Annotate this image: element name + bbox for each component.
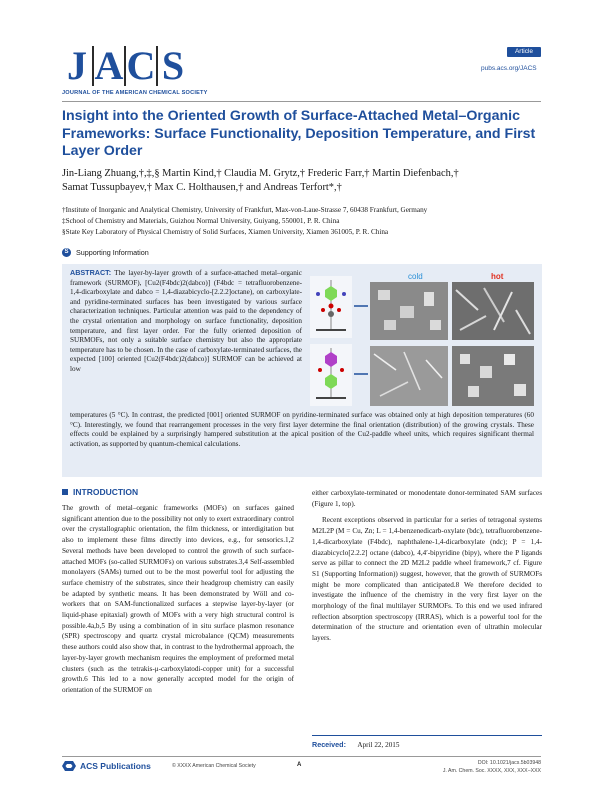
- intro-paragraph: either carboxylate-terminated or monodentate donor-terminated SAM surfaces (Figure 1, top).: [312, 489, 542, 508]
- logo-letter: S: [161, 43, 185, 88]
- received-value: April 22, 2015: [357, 741, 400, 749]
- supporting-info-icon: S: [62, 248, 71, 257]
- section-heading-introduction: [62, 487, 138, 497]
- affiliation: §State Key Laboratory of Physical Chemistry of Solid Surfaces, Xiamen University, Xiamen 361005, P. R. China: [62, 228, 389, 236]
- page-number: A: [297, 762, 302, 768]
- molecule-scheme-bottom-icon: [310, 344, 352, 406]
- logo-letter: J: [62, 46, 94, 86]
- citation: J. Am. Chem. Soc. XXXX, XXX, XXX−XXX: [442, 767, 541, 774]
- article-badge: Article: [507, 47, 541, 57]
- logo-letter: A: [94, 46, 126, 86]
- abstract-text: [70, 268, 302, 375]
- abstract-graphic: [308, 270, 536, 410]
- graphic-label-cold: cold: [408, 272, 423, 281]
- supporting-info-label: Supporting Information: [76, 248, 149, 257]
- journal-website-link[interactable]: pubs.acs.org/JACS: [481, 65, 537, 72]
- sem-micrograph-icon: [370, 282, 448, 340]
- abstract-label: ABSTRACT:: [70, 268, 112, 277]
- abstract-part1: The layer-by-layer growth of a surface-attached metal–organic framework (SURMOF), [Cu2(F4bdc)2(dabco)] (F4bdc = tetrafluorobenzene-1,4-dicarboxylate and dabco = 1,4-diazabicyclo-[2.2.2]octane), on carboxylate- and pyridine-terminated surfaces has been investigated by various surface characterization techniques. Particular attention was paid to the dependency of the crystal orientation and morphology on surface functionality, deposition temperature, and first layer order. For the fully oriented deposition of SURMOFs, not only a suitable surface chemistry but also the appropriate temperature has to be chosen. In the case of carboxylate-terminated surfaces, the expected [100] oriented [Cu2(F4bdc)2(dabco)] SURMOF can be achieved at low: [70, 269, 302, 373]
- authors-line: Jin-Liang Zhuang,†,‡,§ Martin Kind,† Claudia M. Grytz,† Frederic Farr,† Martin Diefenbach,†: [62, 168, 459, 179]
- copyright: © XXXX American Chemical Society: [172, 763, 256, 769]
- logo-letter: C: [126, 46, 158, 86]
- intro-paragraph: The growth of metal–organic frameworks (MOFs) on surfaces gained significant attention due to the possibility not only to exert extraordinary control over the crystallographic orientation, the film thickness, or interdigitation but also to implement these films directly into devices, e.g., for sensorics.1,2 Several methods have been developed to control the growth of such surface-attached MOFs (so-called SURMOFs) on various substrates.3,4 Self-assembled monolayers (SAMs) turned out to be the most powerful tool for adjusting the surface chemistry of the substrates, since their headgroup chemistry can easily be adapted by synthetic means. It has been demonstrated by Wöll and co-workers that on SAM-functionalized surfaces a stepwise layer-by-layer (or liquid-phase epitaxial) growth of MOFs with a very high structural control is possible.4a,b,5 By using a combination of in situ surface plasmon resonance (SPR) spectroscopy and quartz crystal microbalance (QCM) measurements these authors could also show that, in contrast to the hydrothermal approach, the layer-by-layer growth mechanism requires the employment of preformed metal clusters (such as the tetrakis-μ-carboxylatodi-copper unit) for a successful growth.6 This led to a now generally accepted model for the origin of orientation of the SURMOF on: [62, 504, 294, 694]
- supporting-info-link[interactable]: [62, 248, 149, 257]
- acs-hexagon-icon: [62, 761, 76, 771]
- graphic-label-hot: hot: [491, 272, 504, 281]
- article-title: Insight into the Oriented Growth of Surface-Attached Metal–Organic Frameworks: Surface Functionality, Deposition Temperature, and First Layer Order: [62, 108, 536, 159]
- abstract-continuation: temperatures (5 °C). In contrast, the predicted [001] oriented SURMOF on pyridine-terminated surface was obtained only at high deposition temperatures (60 °C). Interestingly, we found that rearrangement processes in the very first layer determine the final orientation (distribution) of the growing crystals. These effects could be explained by a surprisingly hampered substitution at the apical position of the Cu2-paddle wheel units, which requires significant thermal activation, as supported by quantum-chemical calculations.: [70, 411, 534, 448]
- molecule-scheme-top-icon: [310, 276, 352, 338]
- section-square-icon: [62, 489, 68, 495]
- doi-citation: [440, 760, 541, 775]
- affiliation: †Institute of Inorganic and Analytical Chemistry, University of Frankfurt, Max-von-Laue-Strasse 7, 60438 Frankfurt, Germany: [62, 206, 428, 214]
- sem-micrograph-icon: [452, 346, 534, 406]
- journal-subtitle: JOURNAL OF THE AMERICAN CHEMICAL SOCIETY: [62, 90, 208, 96]
- intro-left-column: [62, 503, 294, 696]
- received-date: [312, 735, 542, 749]
- received-label: Received:: [312, 740, 346, 749]
- affiliation: ‡School of Chemistry and Materials, Guizhou Normal University, Guiyang, 550001, P. R. China: [62, 217, 340, 225]
- doi[interactable]: DOI: 10.1021/jacs.5b03948: [477, 760, 541, 766]
- authors-line: Samat Tussupbayev,† Max C. Holthausen,† and Andreas Terfort*,†: [62, 182, 342, 193]
- author-list: [62, 167, 542, 195]
- journal-logo: [62, 43, 188, 88]
- section-heading-text: INTRODUCTION: [73, 487, 139, 497]
- sem-micrograph-icon: [370, 346, 448, 406]
- intro-right-column: [312, 488, 542, 644]
- intro-paragraph: Recent exceptions observed in particular for a series of tetragonal systems M2L2P (M = Cu, Zn; L = 1,4-benzenedicarb-oxylate (bdc), tetrafluorobenzene-1,4-dicarboxylate (F4bdc), naphthalene-1,4-dicarboxylate (ndc); P = 1,4-diazabicyclo[2.2.2] octane (dabco), 4,4′-bipyridine (bipy), where the P ligands serve as pillar to connect the 2D M2L2 paddle wheel framework,7 cf. Figure S1 (Supporting Information)) suggest, however, that the growth of SURMOFs might be more complicated than anticipated.8 We therefore decided to investigate the influence of the chemistry in the very first layer on the morphology of the final multilayer SURMOFs. To this end we used infrared reflection absorption spectroscopy (IRRAS), which is a powerful tool for the determination of the structure and orientation even of ultrathin molecular layers.: [312, 516, 542, 643]
- publisher-name: ACS Publications: [80, 761, 151, 771]
- sem-micrograph-icon: [452, 282, 534, 340]
- publisher-logo: [62, 761, 151, 771]
- footer-divider: [62, 756, 541, 757]
- header-divider: [62, 101, 541, 102]
- affiliations: [62, 205, 542, 238]
